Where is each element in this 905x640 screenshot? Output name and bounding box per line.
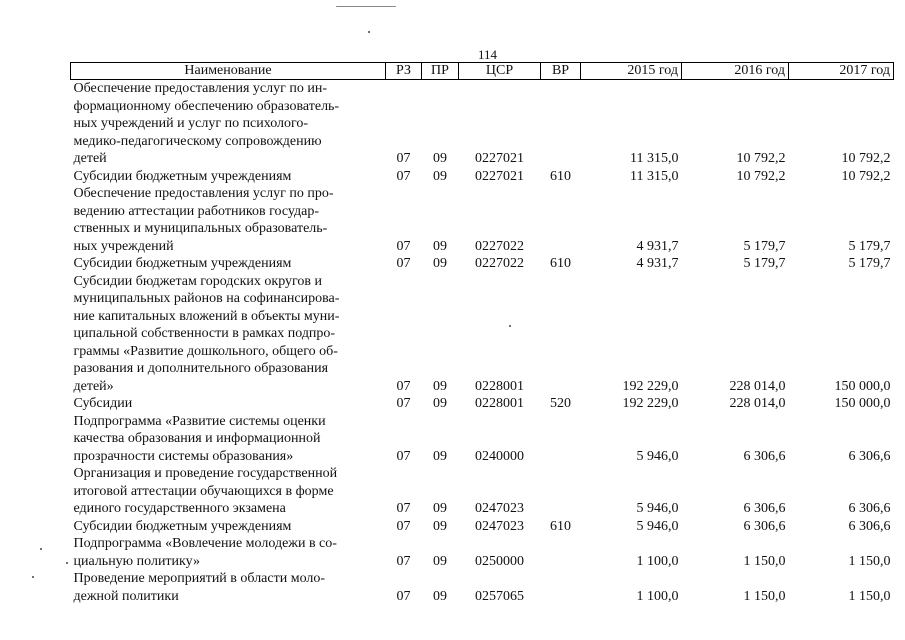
row-2017: 1 150,0 [848,588,891,604]
row-rz: 07 [396,256,411,271]
row-vr [541,465,581,518]
scan-speck [66,562,68,564]
table-row [71,535,894,570]
row-vr: 610 [550,518,571,534]
row-2017: 1 150,0 [848,553,891,569]
row-pr: 09 [433,151,447,166]
row-pr: 09 [433,378,447,394]
row-csr: 0247023 [475,518,524,534]
table-row [71,570,894,605]
row-2016: 10 792,2 [736,168,786,184]
row-csr: 0227022 [475,256,524,271]
row-2015: 4 931,7 [636,256,679,271]
row-2016: 6 306,6 [743,448,786,464]
header-2017: 2017 год [789,63,894,80]
budget-table [70,62,894,605]
header-pr: ПР [422,63,459,80]
row-pr: 09 [433,396,447,411]
row-vr: 610 [550,256,571,271]
row-2017: 150 000,0 [834,378,891,394]
table-row [71,185,894,255]
row-csr: 0240000 [475,448,524,464]
row-name: Субсидии бюджетным учреждениям [73,256,292,271]
row-csr: 0247023 [475,501,524,516]
row-rz: 07 [396,588,411,604]
row-2015: 5 946,0 [636,448,679,464]
row-pr: 09 [433,518,447,534]
header-2015: 2015 год [581,63,682,80]
row-2017: 10 792,2 [841,151,891,166]
row-name: Подпрограмма «Развитие системы оценки качества образования и информационной прозрачности системы образования» [73,413,326,464]
table-header-row [71,63,894,80]
row-rz: 07 [396,151,411,166]
row-pr: 09 [433,588,447,604]
row-2017: 6 306,6 [848,518,891,534]
row-csr: 0250000 [475,553,524,569]
row-pr: 09 [433,238,447,254]
row-csr: 0228001 [475,396,524,411]
header-2016: 2016 год [682,63,789,80]
row-rz: 07 [396,518,411,534]
header-rz: РЗ [386,63,422,80]
row-2017: 10 792,2 [841,168,891,184]
scan-speck [32,576,34,578]
row-vr [541,185,581,255]
row-2016: 1 150,0 [743,553,786,569]
table-row [71,168,894,186]
row-2015: 5 946,0 [636,518,679,534]
row-name: Проведение мероприятий в области моло- дежной политики [73,571,326,604]
row-name: Подпрограмма «Вовлечение молодежи в со- циальную политику» [73,536,337,569]
row-2016: 6 306,6 [743,501,786,516]
row-2016: 228 014,0 [729,378,786,394]
row-vr [541,535,581,570]
header-csr: ЦСР [459,63,541,80]
row-pr: 09 [433,501,447,516]
row-pr: 09 [433,256,447,271]
row-rz: 07 [396,501,411,516]
row-vr: 610 [550,168,571,184]
row-2016: 6 306,6 [743,518,786,534]
row-vr: 520 [550,396,571,411]
table-row [71,413,894,466]
row-name: Субсидии бюджетным учреждениям [73,168,292,184]
row-2015: 5 946,0 [636,501,679,516]
row-rz: 07 [396,396,411,411]
row-2017: 6 306,6 [848,501,891,516]
table-row [71,465,894,518]
row-2016: 5 179,7 [743,256,786,271]
row-2015: 11 315,0 [630,168,679,184]
row-2015: 192 229,0 [622,396,679,411]
row-csr: 0227021 [475,168,524,184]
row-csr: 0257065 [475,588,524,604]
row-name: Организация и проведение государственной итоговой аттестации обучающихся в форме единого государственного экзамена [73,466,338,516]
row-name: Субсидии бюджетам городских округов и муниципальных районов на софинансирова- ние капитальных вложений в объекты муни- ципальной собственности в рамках подпро- граммы «Развитие дошкольного, общего об- разования и дополнительного образования детей» [73,273,340,394]
scan-speck [336,6,396,7]
header-name: Наименование [71,63,386,80]
row-rz: 07 [396,448,411,464]
row-name: Обеспечение предоставления услуг по про- ведению аттестации работников государ- ственных и муниципальных образователь- ных учреждений [73,186,334,254]
row-vr [541,80,581,168]
scan-speck [40,548,42,550]
row-name: Субсидии бюджетным учреждениям [73,518,292,534]
scan-speck [509,325,511,327]
table-row [71,80,894,168]
table-row [71,518,894,536]
table-row [71,273,894,396]
row-pr: 09 [433,553,447,569]
row-rz: 07 [396,168,411,184]
row-2016: 1 150,0 [743,588,786,604]
row-vr [541,570,581,605]
row-2016: 5 179,7 [743,238,786,254]
row-2017: 150 000,0 [834,396,891,411]
row-2016: 10 792,2 [736,151,786,166]
row-csr: 0227021 [475,151,524,166]
table-body [71,80,894,606]
row-2017: 5 179,7 [848,238,891,254]
row-rz: 07 [396,378,411,394]
row-csr: 0228001 [475,378,524,394]
row-2017: 6 306,6 [848,448,891,464]
row-name: Субсидии [73,396,133,411]
row-name: Обеспечение предоставления услуг по ин- формационному обеспечению образователь- ных учреждений и услуг по психолого- медико-педагогическому сопровождению детей [73,81,340,166]
scan-speck [368,31,370,33]
row-csr: 0227022 [475,238,524,254]
row-2015: 192 229,0 [622,378,679,394]
header-vr: ВР [541,63,581,80]
row-2015: 11 315,0 [630,151,679,166]
row-pr: 09 [433,448,447,464]
table-row [71,395,894,413]
row-2016: 228 014,0 [729,396,786,411]
row-2015: 4 931,7 [636,238,679,254]
row-vr [541,413,581,466]
page-number: 114 [478,47,498,62]
row-vr [541,273,581,396]
row-2015: 1 100,0 [636,553,679,569]
row-pr: 09 [433,168,447,184]
row-rz: 07 [396,553,411,569]
table-row [71,255,894,273]
row-2015: 1 100,0 [636,588,679,604]
row-2017: 5 179,7 [848,256,891,271]
row-rz: 07 [396,238,411,254]
